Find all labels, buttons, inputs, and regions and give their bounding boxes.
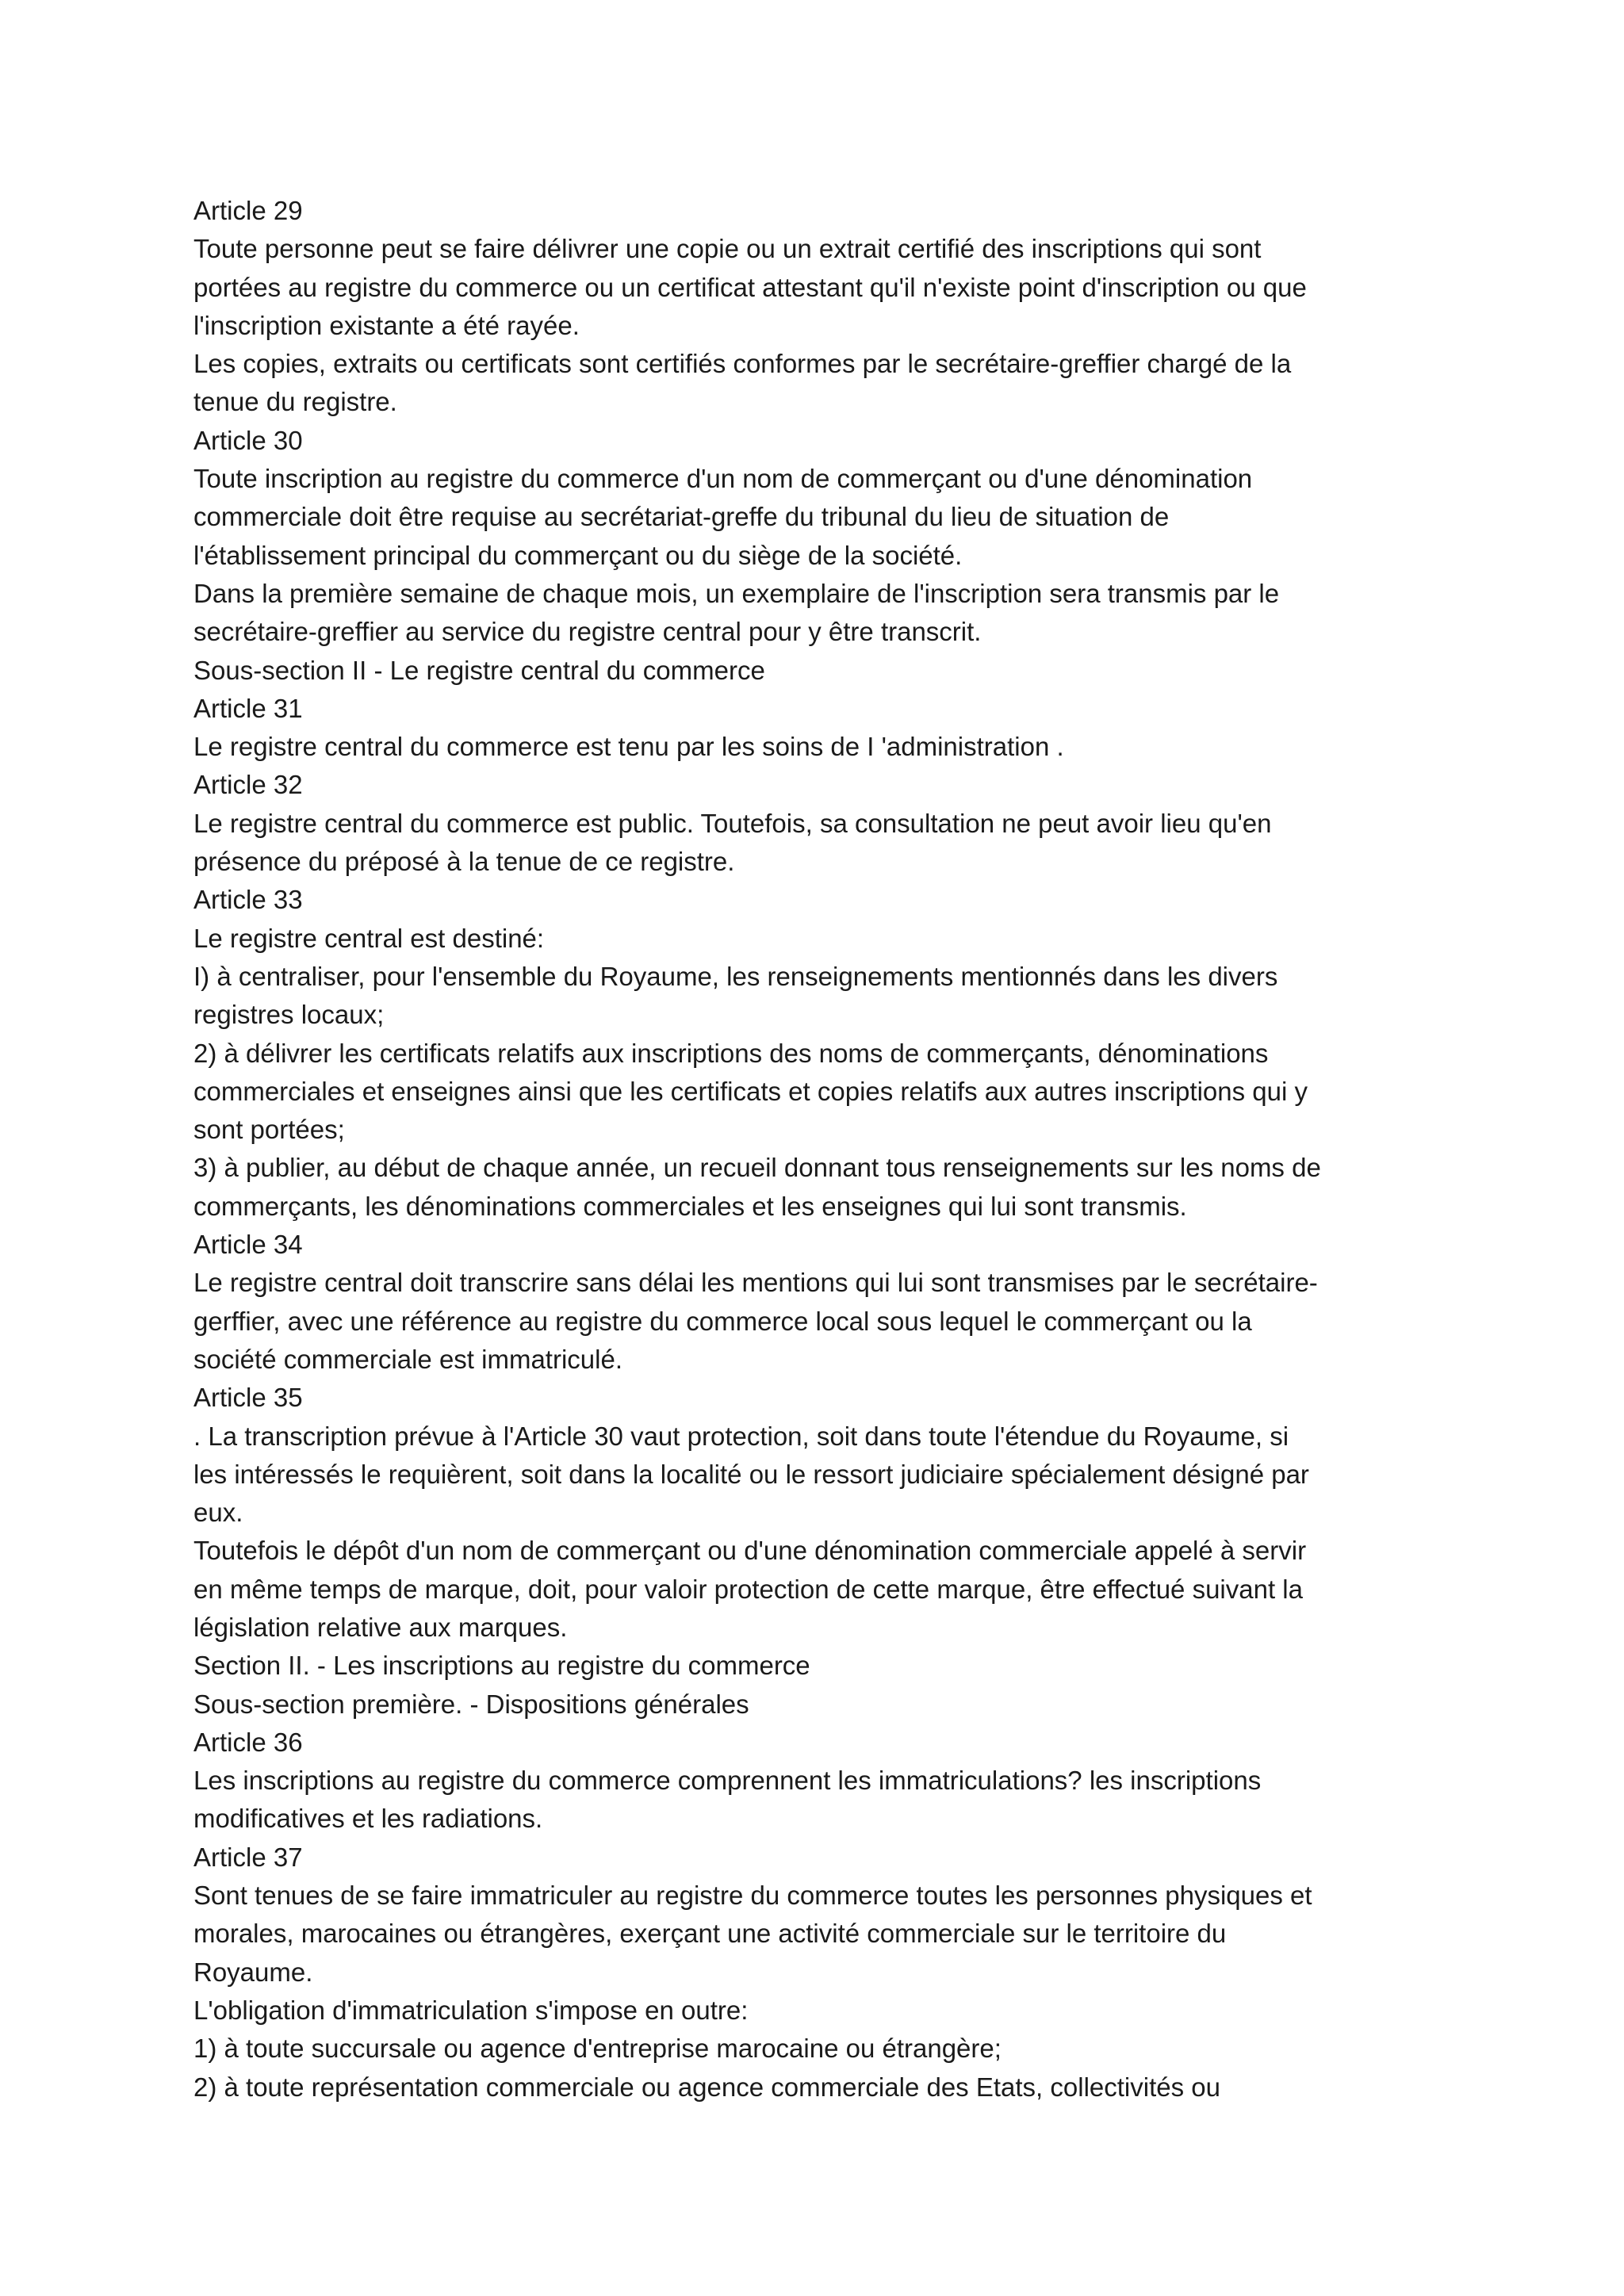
paragraph-line: . La transcription prévue à l'Article 30 vaut protection, soit dans toute l'étendue du Royaume, si (193, 1421, 1289, 1451)
article-heading: Article 29 (193, 196, 303, 225)
list-item-line: I) à centraliser, pour l'ensemble du Royaume, les renseignements mentionnés dans les divers (193, 961, 1278, 991)
article-heading: Article 31 (193, 693, 303, 723)
list-item-line: commerciales et enseignes ainsi que les certificats et copies relatifs aux autres inscriptions qui y (193, 1076, 1308, 1106)
subsection-heading: Sous-section II - Le registre central du commerce (193, 655, 765, 685)
paragraph-line: l'établissement principal du commerçant ou du siège de la société. (193, 540, 963, 570)
paragraph-line: Toute inscription au registre du commerce d'un nom de commerçant ou d'une dénomination (193, 464, 1253, 494)
paragraph-line: Toutefois le dépôt d'un nom de commerçant ou d'une dénomination commerciale appelé à servir (193, 1536, 1307, 1566)
list-item-line: commerçants, les dénominations commerciales et les enseignes qui lui sont transmis. (193, 1191, 1187, 1221)
paragraph-line: l'inscription existante a été rayée. (193, 310, 580, 340)
paragraph-line: modificatives et les radiations. (193, 1804, 543, 1834)
paragraph-line: Dans la première semaine de chaque mois, un exemplaire de l'inscription sera transmis par le (193, 578, 1280, 608)
paragraph-line: eux. (193, 1498, 243, 1528)
article-heading: Article 37 (193, 1842, 303, 1872)
paragraph-line: gerffier, avec une référence au registre du commerce local sous lequel le commerçant ou la (193, 1306, 1252, 1336)
paragraph-line: Le registre central doit transcrire sans délai les mentions qui lui sont transmises par le secrétaire- (193, 1268, 1318, 1298)
paragraph-line: L'obligation d'immatriculation s'impose en outre: (193, 1995, 749, 2025)
paragraph-line: Le registre central du commerce est public. Toutefois, sa consultation ne peut avoir lieu qu'en (193, 808, 1272, 838)
list-item-line: 2) à délivrer les certificats relatifs aux inscriptions des noms de commerçants, dénominations (193, 1038, 1269, 1068)
paragraph-line: tenue du registre. (193, 387, 397, 417)
list-item-line: registres locaux; (193, 1000, 385, 1030)
list-item-line: 1) à toute succursale ou agence d'entreprise marocaine ou étrangère; (193, 2034, 1002, 2064)
paragraph-line: portées au registre du commerce ou un certificat attestant qu'il n'existe point d'inscription ou que (193, 272, 1307, 302)
document-body (193, 192, 1462, 2107)
paragraph-line: législation relative aux marques. (193, 1612, 568, 1642)
article-heading: Article 35 (193, 1383, 303, 1413)
paragraph-line: présence du préposé à la tenue de ce registre. (193, 847, 735, 877)
paragraph-line: Le registre central du commerce est tenu par les soins de I 'administration . (193, 732, 1064, 762)
paragraph-line: société commerciale est immatriculé. (193, 1344, 622, 1374)
paragraph-line: Sont tenues de se faire immatriculer au registre du commerce toutes les personnes physiques et (193, 1881, 1312, 1911)
article-heading: Article 34 (193, 1230, 303, 1260)
paragraph-line: Les copies, extraits ou certificats sont certifiés conformes par le secrétaire-greffier chargé de la (193, 349, 1292, 379)
paragraph-line: les intéressés le requièrent, soit dans la localité ou le ressort judiciaire spécialement désigné par (193, 1459, 1309, 1489)
paragraph-line: Les inscriptions au registre du commerce comprennent les immatriculations? les inscriptions (193, 1766, 1262, 1796)
paragraph-line: secrétaire-greffier au service du registre central pour y être transcrit. (193, 617, 982, 647)
subsection-heading: Sous-section première. - Dispositions générales (193, 1689, 749, 1719)
article-heading: Article 36 (193, 1727, 303, 1757)
article-heading: Article 30 (193, 425, 303, 455)
list-item-line: 2) à toute représentation commerciale ou agence commerciale des Etats, collectivités ou (193, 2072, 1220, 2102)
paragraph-line: morales, marocaines ou étrangères, exerçant une activité commerciale sur le territoire du (193, 1919, 1227, 1949)
article-heading: Article 33 (193, 885, 303, 915)
list-item-line: 3) à publier, au début de chaque année, un recueil donnant tous renseignements sur les noms de (193, 1153, 1321, 1183)
section-heading: Section II. - Les inscriptions au registre du commerce (193, 1651, 810, 1681)
paragraph-line: Royaume. (193, 1957, 313, 1987)
paragraph-line: Le registre central est destiné: (193, 923, 545, 953)
paragraph-line: Toute personne peut se faire délivrer une copie ou un extrait certifié des inscriptions qui sont (193, 234, 1262, 264)
paragraph-line: commerciale doit être requise au secrétariat-greffe du tribunal du lieu de situation de (193, 502, 1170, 532)
paragraph-line: en même temps de marque, doit, pour valoir protection de cette marque, être effectué suivant la (193, 1574, 1303, 1604)
list-item-line: sont portées; (193, 1115, 345, 1145)
article-heading: Article 32 (193, 770, 303, 800)
